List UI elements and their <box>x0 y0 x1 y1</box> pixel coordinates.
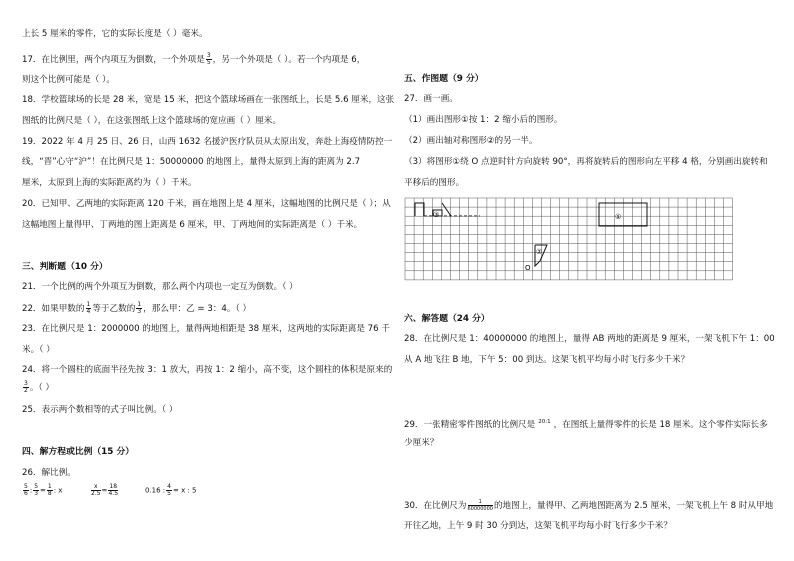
q22-fraction-2: $\frac{1}{3}$ <box>137 301 142 315</box>
q27-part3-line2: 平移后的图形。 <box>404 178 465 188</box>
q22-part-c: ，那么甲：乙 = 3：4。（ ） <box>143 304 252 314</box>
q16-tail: 上长 5 厘米的零件，它的实际长度是（ ）毫米。 <box>22 29 208 39</box>
q17-fraction: $\frac{3}{5}$ <box>206 52 211 66</box>
q30-fraction: $\frac{1}{60000000}$ <box>467 499 493 512</box>
question-22 <box>22 302 251 315</box>
drawing-grid <box>404 196 734 282</box>
q30-line2: 开往乙地，上午 9 时 30 分到达，这架飞机平均每小时飞行多少千米？ <box>404 521 672 531</box>
equation-2: $\frac{x}{2.5}$ = $\frac{18}{4.5}$ <box>91 483 119 497</box>
q28-line2: 从 A 地飞往 B 地，下午 5：00 到达。这架飞机平均每小时飞行多少千米？ <box>404 355 690 365</box>
q17-line2: 则这个比例可能是（ ）。 <box>22 75 115 85</box>
q29-line2: 少厘米？ <box>404 438 439 448</box>
section-4-heading: 四、解方程或比例（15 分） <box>22 447 135 457</box>
q20-line2: 这幅地图上量得甲、丁两地的图上距离是 6 厘米，甲、丁两地间的实际距离是（ ）千米。 <box>22 220 363 230</box>
section-3-heading: 三、判断题（10 分） <box>22 262 108 272</box>
figure-2-label: ② <box>536 248 543 256</box>
q30-part-a: 30．在比例尺为 <box>404 501 467 511</box>
q28-line1: 28．在比例尺是 1：40000000 的地图上，量得 AB 两地的距离是 9 厘米，一架飞机下午 1：00 <box>404 334 775 344</box>
q27: 27．画一画。 <box>404 94 458 104</box>
q21: 21．一个比例的两个外项互为倒数，那么两个内项也一定互为倒数。（ ） <box>22 282 298 292</box>
q27-part3-line1: （3）将图形①绕 O 点逆时针方向旋转 90°，再将旋转后的图形向左平移 4 格，分别画出旋转和 <box>404 157 768 167</box>
q26: 26．解比例。 <box>22 468 76 478</box>
section-5-heading: 五、作图题（9 分） <box>404 74 484 84</box>
figure-1-label: ① <box>615 213 622 221</box>
q22-part-a: 22．如果甲数的 <box>22 304 85 314</box>
equation-1: $\frac{5}{6}$ : $\frac{5}{3}$ = $\frac{1}{8}$ : x <box>24 483 63 497</box>
q29-part-b: ，在图纸上量得零件的长是 18 厘米。这个零件实际长多 <box>553 419 768 430</box>
q18-line2: 图纸的比例尺是（ ），在这张图纸上这个篮球场的宽应画（ ）厘米。 <box>22 116 281 126</box>
q17-part-b: ，另一个外项是（ ）。若一个内项是 6， <box>212 55 366 65</box>
question-29 <box>404 416 768 431</box>
figure-1 <box>599 203 647 226</box>
q19-line1: 19．2022 年 4 月 25 日、26 日，山西 1632 名援沪医疗队员从太原出发，奔赴上海疫情防控一 <box>22 137 393 147</box>
q27-part2: （2）画出轴对称图形②的另一半。 <box>404 136 538 146</box>
q29-part-a: 29．一张精密零件图纸的比例尺是 <box>404 419 536 430</box>
q19-line3: 厘米，太原到上海的实际距离约为（ ）千米。 <box>22 178 197 188</box>
q22-part-b: 等于乙数的 <box>92 304 136 314</box>
q23-line2: 米。（ ） <box>22 345 55 355</box>
q30-part-b: 的地图上，量得甲、乙两地图距离为 2.5 厘米，一架飞机上午 8 时从甲地 <box>493 501 774 511</box>
equation-3: 0.16 : $\frac{4}{5}$ = x : 5 <box>145 483 197 497</box>
question-17 <box>22 53 365 66</box>
q24-part-b: 。（ ） <box>29 383 55 393</box>
q24-fraction: $\frac{3}{2}$ <box>24 380 28 394</box>
q29-scale: 20:1 <box>538 419 551 425</box>
section-6-heading: 六、解答题（24 分） <box>404 314 490 324</box>
q23-line1: 23．在比例尺是 1：2000000 的地图上，量得两地相距是 38 厘米，这两地的实际距离是 76 千 <box>22 324 390 334</box>
q19-line2: 线，“晋”心守“沪”！在比例尺是 1：50000000 的地图上，量得太原到上海的距离为 2.7 <box>22 157 361 167</box>
point-o-label: O <box>525 264 531 272</box>
q27-part1: （1）画出图形①按 1：2 缩小后的图形。 <box>404 115 563 125</box>
q20-line1: 20．已知甲、乙两地的实际距离 120 千米，画在地图上是 4 厘米，这幅地图的比例尺是（ ）；从 <box>22 199 391 209</box>
q18-line1: 18．学校篮球场的长是 28 米，宽是 15 米，把这个篮球场画在一张图纸上，长是 5.6 厘米，这张 <box>22 95 395 105</box>
figure-3-label: ③ <box>433 211 440 219</box>
question-30 <box>404 499 773 512</box>
q24-line2 <box>22 381 54 394</box>
q22-fraction-1: $\frac{1}{4}$ <box>86 301 91 315</box>
q17-part-a: 17．在比例里，两个内项互为倒数，一个外项是 <box>22 55 205 65</box>
q24-line1: 24．将一个圆柱的底面半径先按 3：1 放大，再按 1：2 缩小，高不变，这个圆柱的体积是原来的 <box>22 365 393 375</box>
figure-3 <box>415 203 480 216</box>
q25: 25．表示两个数相等的式子叫比例。（ ） <box>22 405 178 415</box>
